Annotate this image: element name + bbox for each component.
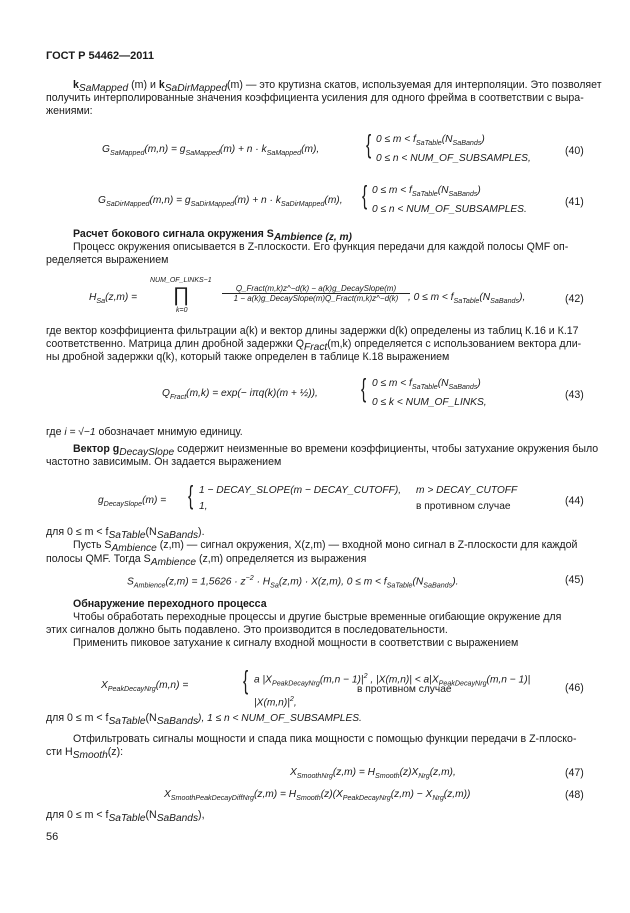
equation-46-brace: { <box>243 665 249 695</box>
equation-41-cases: $0 \le m < f_{SaTable}(N_{SaBands})$ 0 ≤ n < NUM_OF_SUBSAMPLES. <box>372 185 527 216</box>
equation-46-number: (46) <box>565 682 584 694</box>
equation-40-number: (40) <box>565 145 584 157</box>
section-ambience-title: Расчет бокового сигнала окружения $S_{Ambience (z, m)}$ <box>73 228 352 244</box>
paragraph-smooth-line2: сти $H_{Smooth}(z)$: <box>46 746 124 762</box>
page-number: 56 <box>46 831 59 843</box>
equation-42-number: (42) <box>565 293 584 305</box>
equation-42-prod-top: NUM_OF_LINKS−1 <box>150 277 212 284</box>
paragraph-signal-line2: полосы QMF. Тогда $S_{Ambience}$ (z,m) определяется из выражения <box>46 553 367 569</box>
equation-42-numerator: Q_Fract(m,k)z^−d(k) − a(k)g_DecaySlope(m) <box>235 284 397 293</box>
equation-48: $X_{SmoothPeakDecayDiffNrg}(z,m) = H_{Smooth}(z)(X_{PeakDecayNrg}(z,m) - X_{Nrg}(z,m))$ <box>164 789 471 803</box>
paragraph-smooth-line1: Отфильтровать сигналы мощности и спада пика мощности с помощью функции передачи в Z-плоско- <box>73 733 577 745</box>
paragraph-slopes: $k_{SaMapped}$ (m) и $k_{SaDirMapped}(m)$ — это крутизна скатов, используемая для интерполяции. Это позволяет <box>73 79 602 95</box>
equation-42-denominator: 1 − a(k)g_DecaySlope(m)Q_Fract(m,k)z^−d(k) <box>233 294 399 303</box>
equation-47: $X_{SmoothNrg}(z,m) = H_{Smooth}(z)X_{Nrg}(z,m)$, <box>290 767 456 781</box>
equation-44-conditions: m > DECAY_CUTOFF в противном случае <box>416 485 518 512</box>
document-header: ГОСТ Р 54462—2011 <box>46 50 154 62</box>
paragraph-ambience-line2: ределяется выражением <box>46 254 169 266</box>
equation-43-lhs: $Q_{Fract}(m,k) = \exp(- i\pi q(k)(m$ + ½)), <box>162 388 318 402</box>
equation-40-brace: { <box>366 129 372 159</box>
paragraph-peak-decay: Применить пиковое затухание к сигналу входной мощности в соответствии с выражением <box>73 637 519 649</box>
equation-42-prod-bottom: k=0 <box>176 307 188 314</box>
equation-41-brace: { <box>362 180 368 210</box>
paragraph-transient-line2: этих сигналов должно быть подавлено. Это производится в последовательности. <box>46 624 448 636</box>
equation-46-lhs: $X_{PeakDecayNrg}(m,n)$ = <box>101 680 189 694</box>
equation-44-brace: { <box>188 480 194 510</box>
paragraph-signal-line1: Пусть $S_{Ambience}$ (z,m) — сигнал окружения, X(z,m) — входной моно сигнал в Z-плоскости для каждой <box>73 539 578 555</box>
equation-48-number: (48) <box>565 789 584 801</box>
equation-43-number: (43) <box>565 389 584 401</box>
equation-46-cases: a $|X_{PeakDecayNrg}(m,n - 1)|^2$ , $|X(m,n)| < a|X_{PeakDecayNrg}(m,n - 1)|$ $|X(m,n)|^2$, <box>254 672 531 709</box>
equation-43-brace: { <box>361 373 367 403</box>
equation-40-cases: $0 \le m < f_{SaTable}(N_{SaBands})$ 0 ≤ n < NUM_OF_SUBSAMPLES, <box>376 134 531 165</box>
paragraph-ambience-line1: Процесс окружения описывается в Z-плоскости. Его функция передачи для каждой полосы QMF оп- <box>73 241 569 253</box>
equation-42-condition: , $0 \le m < f_{SaTable}(N_{SaBands})$, <box>408 292 526 306</box>
paragraph-imaginary-unit: где i = √−1 обозначает мнимую единицу. <box>46 426 243 438</box>
equation-42-fraction <box>222 284 410 303</box>
equation-45: $S_{Ambience}(z,m) = 1,5626 \cdot z^{-2} \cdot H_{Sa}(z,m) \cdot X(z,m)$, $0 \le m < f_{SaTable}(N_{SaBands})$. <box>127 574 459 590</box>
equation-47-number: (47) <box>565 767 584 779</box>
equation-42-lhs: $H_{Sa}(z,m)$ = <box>89 292 138 306</box>
paragraph-range-46: для $0 \le m < f_{SaTable}(N_{SaBands})$, 1 ≤ n < NUM_OF_SUBSAMPLES. <box>46 712 362 728</box>
equation-41-number: (41) <box>565 196 584 208</box>
paragraph-slopes-line2: получить интерполированные значения коэффициента усиления для одного фрейма в соответствии с выра- <box>46 92 584 104</box>
section-transient-title: Обнаружение переходного процесса <box>73 598 267 610</box>
paragraph-decay-line1: Вектор $g_{DecaySlope}$ содержит неизменные во времени коэффициенты, чтобы затухание окружения было <box>73 443 599 459</box>
paragraph-decay-line2: частотно зависимым. Он задается выражением <box>46 456 282 468</box>
equation-44-lhs: $g_{DecaySlope}(m)$ = <box>98 495 167 509</box>
paragraph-filter-line3: ны дробной задержки q(k), который также определен в таблице К.18 выражением <box>46 351 450 363</box>
equation-41-lhs: $G_{SaDirMapped}(m,n) = g_{SaDirMapped}(m) + n \cdot k_{SaDirMapped}(m)$, <box>98 195 343 209</box>
paragraph-filter-line2: соответственно. Матрица длин дробной задержки $Q_{Fract}(m,k)$ определяется с использованием вектора дли- <box>46 338 582 354</box>
paragraph-filter-line1: где вектор коэффициента фильтрации a(k) и вектор длины задержки d(k) определены из таблиц К.16 и К.17 <box>46 325 579 337</box>
equation-45-number: (45) <box>565 574 584 586</box>
equation-44-number: (44) <box>565 495 584 507</box>
equation-46-otherwise: в противном случае <box>357 684 452 695</box>
paragraph-transient-line1: Чтобы обработать переходные процессы и другие быстрые временные огибающие окружение для <box>73 611 562 623</box>
equation-43-cases: $0 \le m < f_{SaTable}(N_{SaBands})$ 0 ≤ k < NUM_OF_LINKS, <box>372 378 487 409</box>
equation-42-prod-symbol: ∏ <box>173 284 190 306</box>
paragraph-slopes-line3: жениями: <box>46 105 93 117</box>
equation-44-cases: 1 − DECAY_SLOPE(m − DECAY_CUTOFF), 1, <box>199 485 402 512</box>
paragraph-range-44: для $0 \le m < f_{SaTable}(N_{SaBands})$. <box>46 526 205 542</box>
equation-40-lhs: $G_{SaMapped}(m,n) = g_{SaMapped}(m) + n \cdot k_{SaMapped}(m)$, <box>102 144 320 158</box>
paragraph-range-48: для $0 \le m < f_{SaTable}(N_{SaBands})$, <box>46 809 205 825</box>
